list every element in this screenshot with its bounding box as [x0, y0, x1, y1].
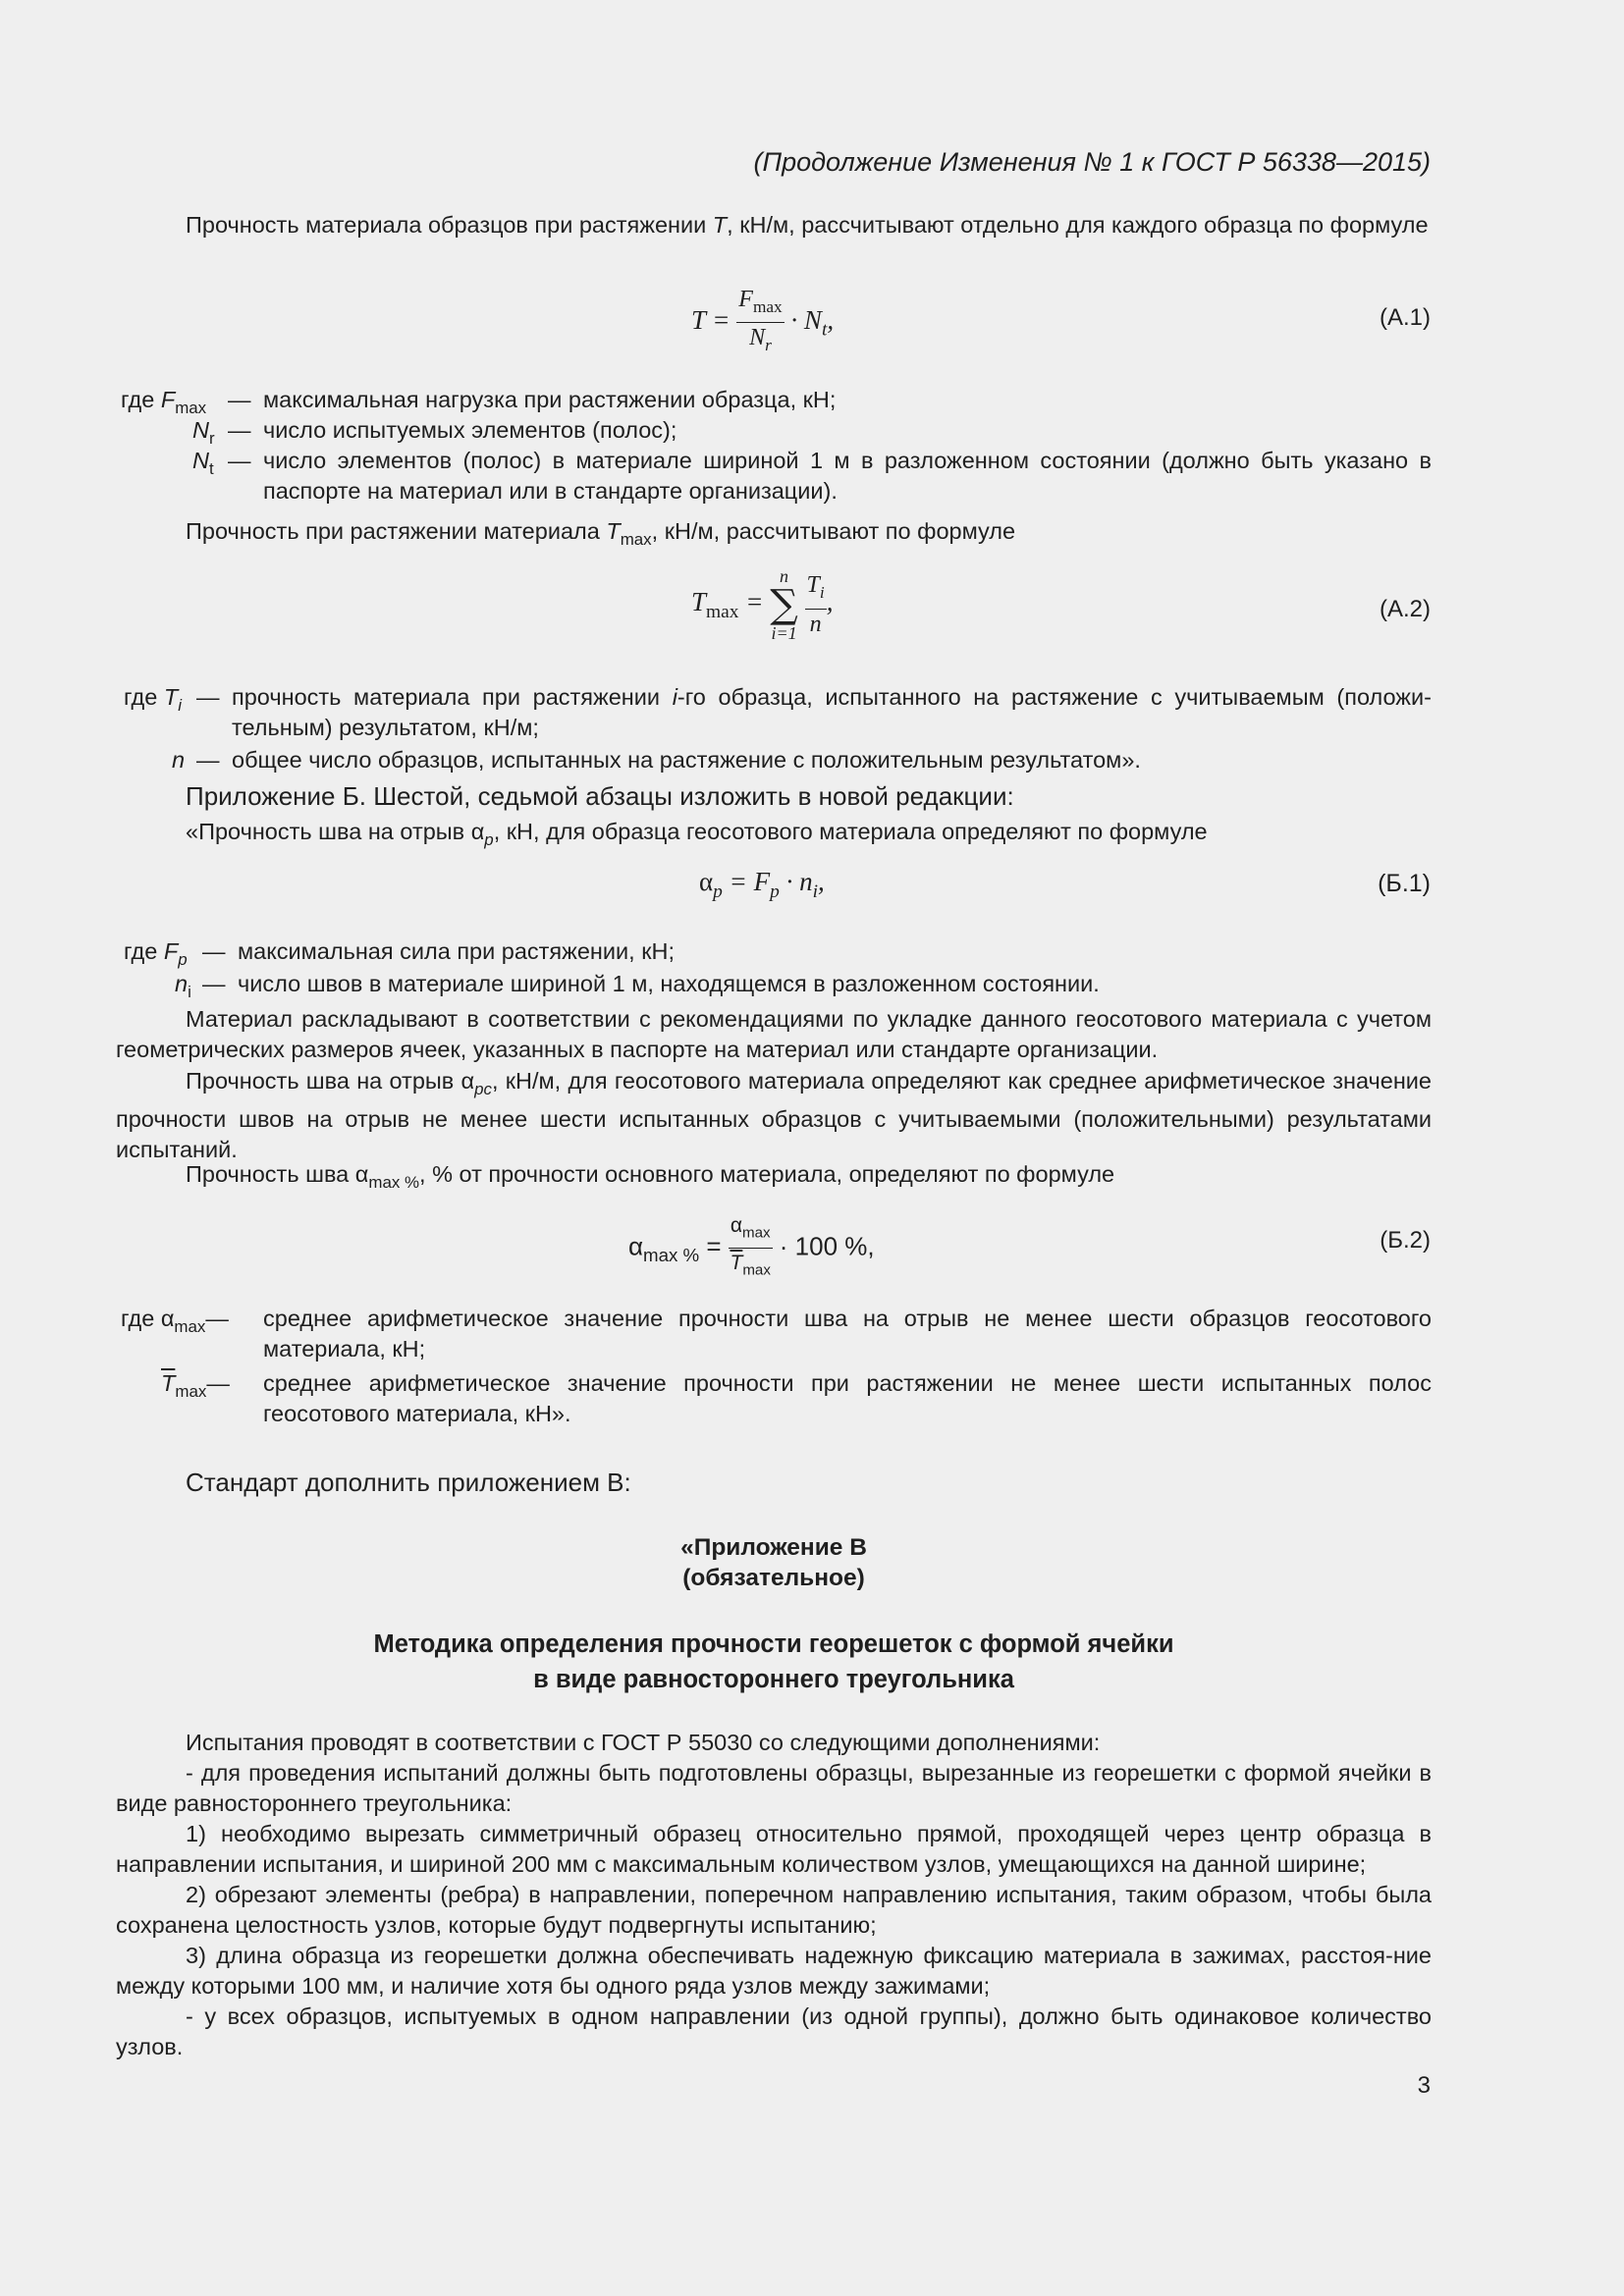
appendix-heading: «Приложение В (обязательное): [680, 1534, 867, 1591]
formula-number-b1: (Б.1): [1378, 870, 1431, 897]
body-paragraph: - у всех образцов, испытуемых в одном направлении (из одной группы), должно быть одинаковое количество узлов.: [116, 2003, 1432, 2059]
paragraph-seam-average: Прочность шва на отрыв $\alpha_{pc}$, кН/м, для геосотового материала определяют как среднее арифметическое значение прочности швов на отрыв не менее шести испытанных образцов с учитываемыми (положительными) результатами испытаний.: [116, 1068, 1432, 1162]
formula-number-a1: (А.1): [1379, 304, 1431, 331]
body-paragraph: 1) необходимо вырезать симметричный образец относительно прямой, проходящей через центр образца в направлении испытания, и шириной 200 мм с максимальным количеством узлов, умещающихся на данной ширине;: [116, 1821, 1432, 1877]
where-row: где $T_i$ — прочность материала при растяжении i-го образца, испытанного на растяжение с учитываемым (положи-тельным) результатом, кН/м;: [124, 684, 1432, 740]
paragraph-tmax-intro: Прочность при растяжении материала $T_{max}$, кН/м, рассчитывают по формуле: [186, 518, 1016, 549]
formula-b1: $\alpha_p = F_p \cdot n_i$,: [699, 867, 825, 902]
body-paragraph: Испытания проводят в соответствии с ГОСТ Р 55030 со следующими дополнениями:: [186, 1730, 1101, 1755]
formula-a2: $T_{max}$ = n ∑ i=1 $\frac{T_i}{n}$ ,: [691, 566, 834, 643]
where-row: $\overline{T}_{max}—$ среднее арифметическое значение прочности при растяжении не менее шести испытанных полос геосотового материала, кН».: [161, 1370, 1432, 1426]
page-number: 3: [1417, 2072, 1431, 2099]
formula-b2: $\alpha_{max \%}$ = $\frac{\alpha_{max}}{\overline{T}_{max}}$ · 100 %,: [628, 1214, 875, 1279]
where-row: $N_r$ — число испытуемых элементов (полос);: [192, 417, 677, 448]
where-row: n — общее число образцов, испытанных на растяжение с положительным результатом».: [172, 747, 1141, 773]
body-paragraph: - для проведения испытаний должны быть подготовлены образцы, вырезанные из георешетки с формой ячейки в виде равностороннего треугольника:: [116, 1760, 1432, 1816]
paragraph-strength-intro: Прочность материала образцов при растяжении T, кН/м, рассчитывают отдельно для каждого образца по формуле: [186, 212, 1429, 238]
amendment-lead-v: Стандарт дополнить приложением В:: [186, 1468, 631, 1497]
method-title: Методика определения прочности георешеток с формой ячейки в виде равностороннего треугольника: [373, 1630, 1174, 1693]
where-row: где $F_p$ — максимальная сила при растяжении, кН;: [124, 938, 676, 969]
body-paragraph: 3) длина образца из георешетки должна обеспечивать надежную фиксацию материала в зажимах, расстоя-ние между которыми 100 мм, и наличие хотя бы одного ряда узлов между зажимами;: [116, 1943, 1432, 1999]
where-row: где $F_{max}$ — максимальная нагрузка при растяжении образца, кН;: [121, 387, 837, 417]
amendment-lead-b: Приложение Б. Шестой, седьмой абзацы изложить в новой редакции:: [186, 781, 1014, 811]
paragraph-material-layout: Материал раскладывают в соответствии с рекомендациями по укладке данного геосотового материала с учетом геометрических размеров ячеек, указанных в паспорте на материал или стандарте организации.: [116, 1006, 1432, 1062]
formula-a1: T = $\frac{F_{max}}{N_r}$ · $N_t$,: [691, 287, 835, 355]
where-block-2: [116, 682, 1432, 775]
paragraph-seam-percent: Прочность шва $\alpha_{max \%}$, % от прочности основного материала, определяют по формуле: [186, 1161, 1115, 1192]
page-header: (Продолжение Изменения № 1 к ГОСТ Р 56338—2015): [753, 147, 1431, 177]
formula-number-a2: (А.2): [1379, 596, 1431, 622]
where-row: $N_t$ — число элементов (полос) в материале шириной 1 м в разложенном состоянии (должно быть указано в паспорте на материал или в стандарте организации).: [192, 448, 1432, 504]
body-paragraph: 2) обрезают элементы (ребра) в направлении, поперечном направлению испытания, таким образом, чтобы была сохранена целостность узлов, которые будут подвергнуты испытанию;: [116, 1882, 1432, 1938]
where-block-3: [116, 936, 1432, 999]
symbol-t: T: [712, 212, 728, 238]
where-row: $n_i$ — число швов в материале шириной 1 м, находящемся в разложенном состоянии.: [175, 971, 1100, 1001]
formula-number-b2: (Б.2): [1380, 1227, 1431, 1254]
where-row: где $\alpha_{max}—$ среднее арифметическое значение прочности шва на отрыв не менее шести образцов геосотового материала, кН;: [121, 1306, 1432, 1362]
where-block-4: [116, 1304, 1432, 1429]
paragraph-seam-strength: «Прочность шва на отрыв $\alpha_p$, кН, для образца геосотового материала определяют по формуле: [186, 819, 1208, 849]
where-block-1: [116, 385, 1432, 507]
